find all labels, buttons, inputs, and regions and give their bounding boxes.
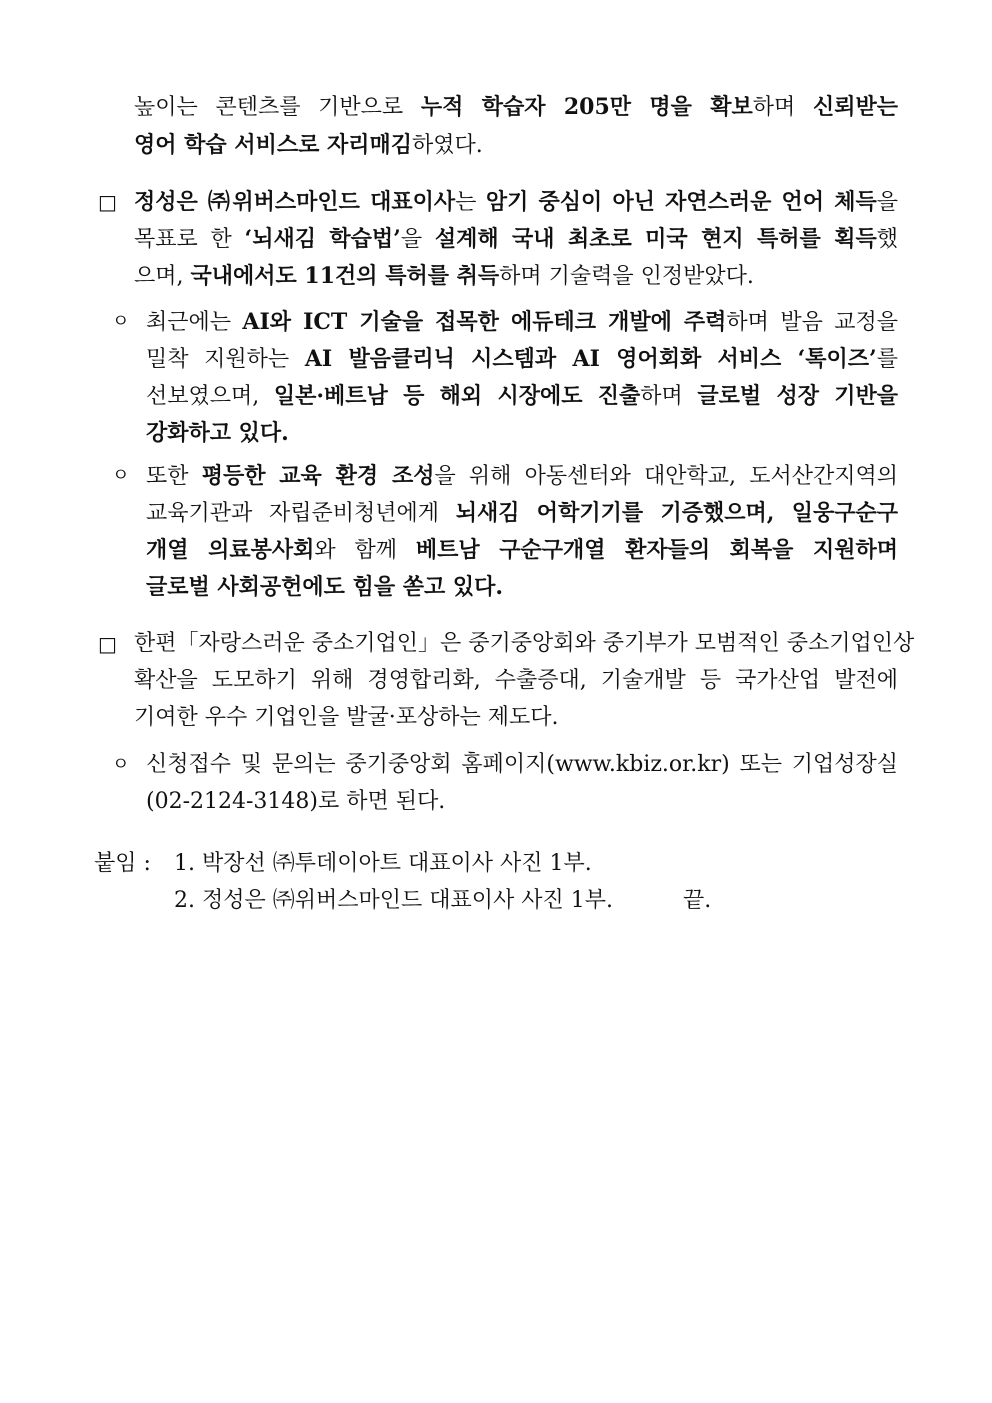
bold-text-run: 강화하고 있다.	[146, 420, 289, 446]
text-line	[146, 416, 898, 450]
text-run: 선보였으며,	[146, 384, 274, 409]
text-run: 기여한 우수 기업인을 발굴·포상하는 제도다.	[134, 705, 559, 730]
bold-text-run: 글로벌 성장 기반을	[697, 383, 899, 409]
attachment-item: 1. 박장선 ㈜투데이아트 대표이사 사진 1부.	[174, 851, 592, 876]
text-run: 확산을 도모하기 위해 경영합리화, 수출증대, 기술개발 등 국가산업 발전에	[134, 668, 898, 693]
text-line	[146, 748, 898, 782]
bold-text-run: 신뢰받는	[812, 94, 898, 120]
text-run: 하며	[752, 95, 813, 120]
text-line	[134, 259, 898, 293]
text-run: 교육기관과 자립준비청년에게	[146, 501, 456, 526]
text-line	[134, 128, 898, 162]
text-line	[134, 664, 898, 698]
text-line	[146, 496, 898, 530]
bold-text-run: ‘뇌새김 학습법’	[244, 226, 401, 252]
text-line	[146, 342, 898, 376]
bold-text-run: 뇌새김 어학기기를 기증했으며, 일웅구순구	[455, 500, 898, 526]
bold-text-run: 평등한 교육 환경 조성	[201, 463, 435, 489]
text-run: 을	[400, 227, 435, 252]
bold-text-run: 글로벌 사회공헌에도 힘을 쏟고 있다.	[146, 574, 504, 600]
text-line	[134, 90, 898, 124]
circle-bullet-icon: ㅇ	[112, 311, 130, 332]
circle-bullet-icon: ㅇ	[112, 754, 130, 775]
bold-text-run: 영어 학습 서비스로 자리매김	[134, 132, 413, 158]
bold-text-run: 일본·베트남 등 해외 시장에도 진출	[273, 383, 641, 409]
text-run: 으며,	[134, 264, 191, 289]
bold-text-run: AI와 ICT 기술을 접목한 에듀테크 개발에 주력	[242, 309, 727, 335]
attachment-label: 붙임 :	[94, 851, 151, 876]
text-line	[134, 185, 898, 219]
text-run: 하며 발음 교정을	[726, 310, 898, 335]
attachment-item: 2. 정성은 ㈜위버스마인드 대표이사 사진 1부.	[174, 888, 613, 913]
text-run: 을 위해 아동센터와 대안학교, 도서산간지역의	[434, 464, 898, 489]
bold-text-run: AI 발음클리닉 시스템과 AI 영어회화 서비스 ‘톡이즈’	[304, 346, 877, 372]
text-run: 하며	[640, 384, 698, 409]
text-run: 목표로 한	[134, 227, 245, 252]
text-run: 를	[876, 347, 898, 372]
bold-text-run: 베트남 구순구개열 환자들의 회복을 지원하며	[415, 537, 898, 563]
text-line	[146, 785, 898, 819]
text-line	[146, 533, 898, 567]
bold-text-run: 개열 의료봉사회	[146, 537, 315, 563]
square-bullet-icon: □	[98, 632, 117, 656]
text-line	[146, 459, 898, 493]
text-line	[146, 379, 898, 413]
text-line	[134, 701, 898, 735]
text-line	[146, 570, 898, 604]
text-run: 하며 기술력을 인정받았다.	[499, 264, 754, 289]
circle-bullet-icon: ㅇ	[112, 465, 130, 486]
text-line	[134, 222, 898, 256]
text-run: 높이는 콘텐츠를 기반으로	[134, 95, 421, 120]
bold-text-run: 설계해 국내 최초로 미국 현지 특허를 획득	[434, 226, 877, 252]
text-run: 한편「자랑스러운 중소기업인」은 중기중앙회와 중기부가 모범적인 중소기업인상	[134, 631, 915, 656]
text-run: (02-2124-3148)로 하면 된다.	[146, 789, 446, 814]
bold-text-run: 정성은 ㈜위버스마인드 대표이사	[134, 189, 456, 215]
text-run: 을	[876, 190, 898, 215]
text-run: 했	[876, 227, 898, 252]
text-run: 밀착 지원하는	[146, 347, 305, 372]
text-run: 는	[455, 190, 486, 215]
text-run: 하였다.	[412, 133, 483, 158]
bold-text-run: 누적 학습자 205만 명을 확보	[420, 94, 753, 120]
square-bullet-icon: □	[98, 190, 117, 214]
bold-text-run: 국내에서도 11건의 특허를 취득	[190, 263, 500, 289]
text-run: 최근에는	[146, 310, 243, 335]
text-run: 또한	[146, 464, 202, 489]
text-line	[134, 627, 915, 661]
bold-text-run: 암기 중심이 아닌 자연스러운 언어 체득	[485, 189, 877, 215]
document-end-mark: 끝.	[683, 888, 712, 913]
text-run: 와 함께	[314, 538, 416, 563]
text-run: 신청접수 및 문의는 중기중앙회 홈페이지(www.kbiz.or.kr) 또는 기업성장실	[146, 752, 898, 777]
text-line	[146, 305, 898, 339]
